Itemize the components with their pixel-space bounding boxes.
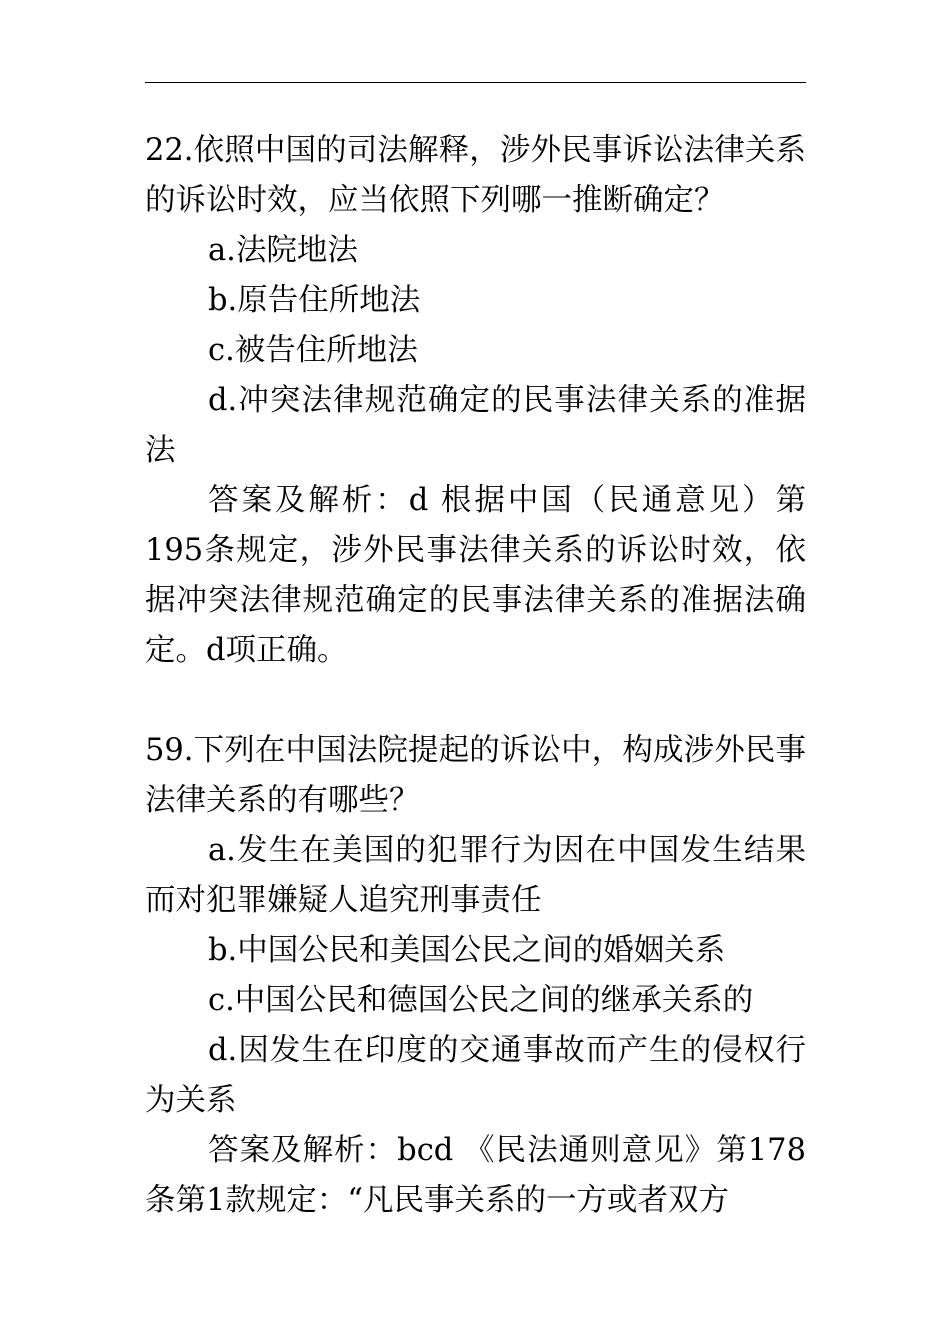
- question-22-option-b: b.原告住所地法: [208, 283, 421, 318]
- question-22-option-a: a.法院地法: [208, 233, 358, 268]
- question-59-option-d: d.因发生在印度的交通事故而产生的侵权行为关系: [145, 1033, 806, 1118]
- question-59-option-c: c.中国公民和德国公民之间的继承关系的: [208, 983, 754, 1018]
- question-22-answer: 答案及解析：d 根据中国（民通意见）第195条规定，涉外民事法律关系的诉讼时效，依据冲突法律规范确定的民事法律关系的准据法确定。d项正确。: [145, 483, 806, 668]
- section-spacer: [145, 676, 806, 726]
- question-59-answer: 答案及解析：bcd 《民法通则意见》第178条第1款规定：“凡民事关系的一方或者双方: [145, 1133, 806, 1218]
- header-rule: [145, 82, 806, 83]
- question-22-stem: 22.依照中国的司法解释，涉外民事诉讼法律关系的诉讼时效，应当依照下列哪一推断确定？: [145, 133, 806, 218]
- question-22: [145, 126, 806, 676]
- question-59: [145, 726, 806, 1226]
- question-22-option-d: d.冲突法律规范确定的民事法律关系的准据法: [145, 383, 806, 468]
- question-59-stem: 59.下列在中国法院提起的诉讼中，构成涉外民事法律关系的有哪些？: [145, 733, 806, 818]
- question-59-option-b: b.中国公民和美国公民之间的婚姻关系: [208, 933, 726, 968]
- question-59-option-a: a.发生在美国的犯罪行为因在中国发生结果而对犯罪嫌疑人追究刑事责任: [145, 833, 806, 918]
- question-22-option-c: c.被告住所地法: [208, 333, 418, 368]
- document-body: [145, 126, 806, 1226]
